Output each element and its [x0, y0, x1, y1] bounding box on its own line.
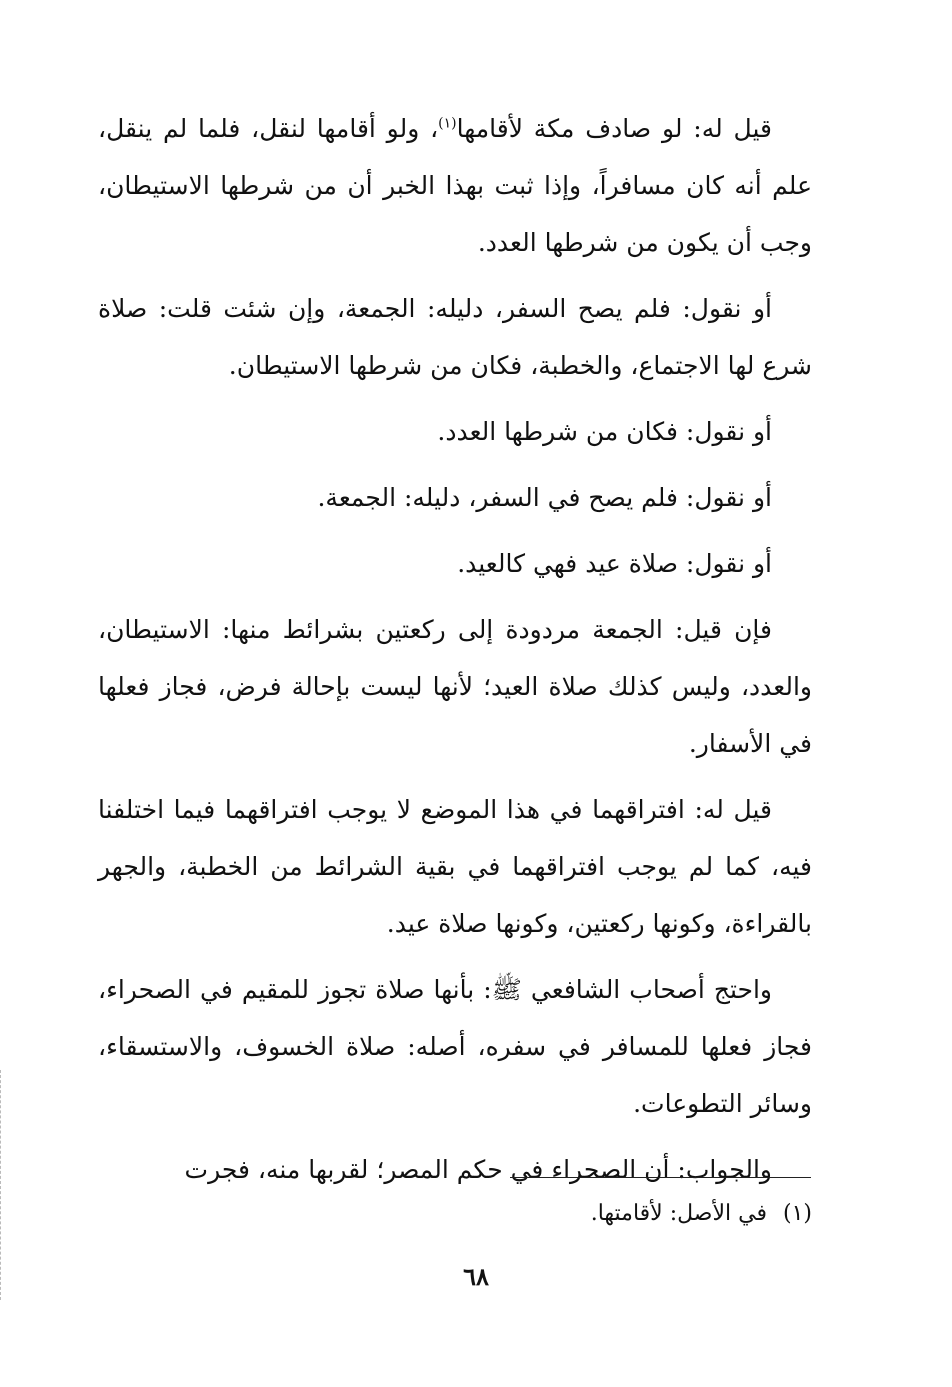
paragraph-5: أو نقول: صلاة عيد فهي كالعيد.: [457, 549, 772, 578]
paragraph-1-text-after: ، ولو أقامها لنقل، فلما لم ينقل، علم أنه كان مسافراً، وإذا ثبت بهذا الخبر أن من شرطها الاستيطان، وجب أن يكون من شرطها العدد.: [98, 114, 812, 257]
paragraph-1-text-before: قيل له: لو صادف مكة لأقامها: [456, 114, 772, 143]
paragraph-4: أو نقول: فلم يصح في السفر، دليله: الجمعة.: [317, 483, 772, 512]
footnote: [98, 1196, 812, 1232]
scan-edge-mark: [0, 1070, 3, 1300]
page-number: ٦٨: [463, 1262, 489, 1291]
footnote-reference: (١): [438, 115, 457, 132]
paragraph-3: أو نقول: فكان من شرطها العدد.: [437, 417, 772, 446]
paragraph-8: واحتج أصحاب الشافعي ﷺ: بأنها صلاة تجوز للمقيم في الصحراء، فجاز فعلها للمسافر في سفره، أصله: صلاة الخسوف، والاستسقاء، وسائر التطوعات.: [98, 975, 812, 1118]
paragraph-6: فإن قيل: الجمعة مردودة إلى ركعتين بشرائط منها: الاستيطان، والعدد، وليس كذلك صلاة العيد؛ لأنها ليست بإحالة فرض، فجاز فعلها في الأسفار.: [98, 615, 812, 758]
paragraph-2: أو نقول: فلم يصح السفر، دليله: الجمعة، وإن شئت قلت: صلاة شرع لها الاجتماع، والخطبة، فكان من شرطها الاستيطان.: [98, 294, 812, 380]
paragraph-7: قيل له: افتراقهما في هذا الموضع لا يوجب افتراقهما فيما اختلفنا فيه، كما لم يوجب افتراقهما في بقية الشرائط من الخطبة، والجهر بالقراءة، وكونها ركعتين، وكونها صلاة عيد.: [98, 795, 812, 938]
footnote-number: (١): [782, 1201, 812, 1226]
main-text: [98, 100, 812, 1207]
paragraph-9: والجواب: أن الصحراء في حكم المصر؛ لقربها منه، فجرت: [184, 1155, 772, 1184]
footnote-text: في الأصل: لأقامتها.: [590, 1201, 767, 1226]
paragraph-1: [98, 100, 812, 271]
footnote-divider: [510, 1177, 811, 1178]
